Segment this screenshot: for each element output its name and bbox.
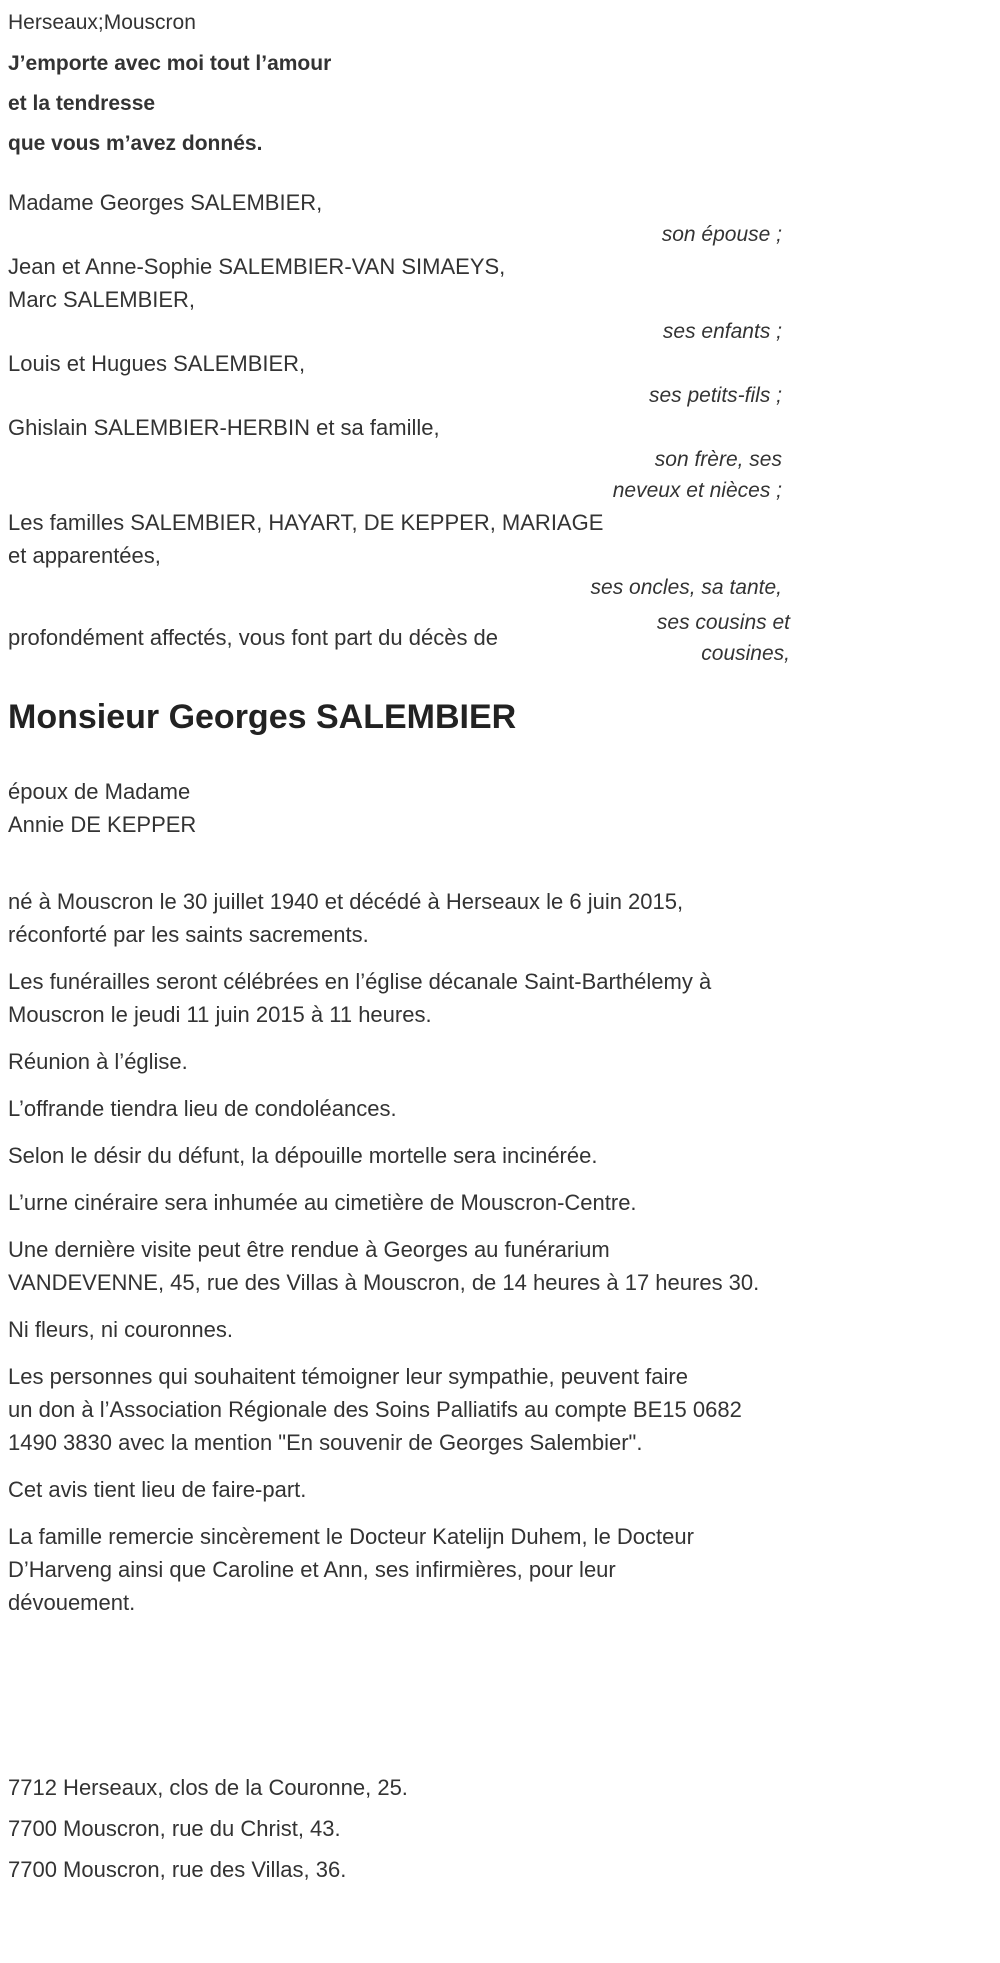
family-member-line: Louis et Hugues SALEMBIER, <box>8 351 306 376</box>
relationship-label: ses enfants ; <box>662 320 782 343</box>
family-member-line: et apparentées, <box>8 543 161 568</box>
paragraph-line: 1490 3830 avec la mention "En souvenir de Georges Salembier". <box>8 1430 643 1455</box>
paragraph-line: Mouscron le jeudi 11 juin 2015 à 11 heures. <box>8 1002 432 1027</box>
announcement-paragraph <box>8 1045 990 1078</box>
paragraph-line: Selon le désir du défunt, la dépouille mortelle sera incinérée. <box>8 1143 598 1168</box>
location-line: Herseaux;Mouscron <box>8 11 196 34</box>
announcement-paragraph <box>8 1313 990 1346</box>
closing-row <box>8 607 990 669</box>
paragraph-line: Ni fleurs, ni couronnes. <box>8 1317 233 1342</box>
spouse-line: époux de Madame <box>8 779 191 804</box>
paragraph-line: dévouement. <box>8 1590 136 1615</box>
paragraph-line: Les personnes qui souhaitent témoigner leur sympathie, peuvent faire <box>8 1364 688 1389</box>
paragraph-line: un don à l’Association Régionale des Soins Palliatifs au compte BE15 0682 <box>8 1397 742 1422</box>
epitaph-line: et la tendresse <box>8 92 156 115</box>
relationship-label: neveux et nièces ; <box>612 479 782 502</box>
family-member-line: Marc SALEMBIER, <box>8 287 196 312</box>
relationship-label: son frère, ses <box>654 448 782 471</box>
paragraph-line: réconforté par les saints sacrements. <box>8 922 369 947</box>
announcement-paragraph <box>8 1186 990 1219</box>
spouse-line: Annie DE KEPPER <box>8 812 197 837</box>
announcement-paragraph <box>8 1520 990 1619</box>
relationship-label: ses oncles, sa tante, <box>590 576 782 599</box>
announcement-paragraph <box>8 1473 990 1506</box>
family-member-line: Les familles SALEMBIER, HAYART, DE KEPPER, MARIAGE <box>8 510 604 535</box>
family-member-line: Jean et Anne-Sophie SALEMBIER-VAN SIMAEYS, <box>8 254 506 279</box>
announcement-paragraph <box>8 1092 990 1125</box>
announcement-paragraph <box>8 1233 990 1299</box>
deceased-name-title: Monsieur Georges SALEMBIER <box>8 698 517 736</box>
family-member-line: Madame Georges SALEMBIER, <box>8 190 323 215</box>
epitaph-line: J’emporte avec moi tout l’amour <box>8 52 332 75</box>
announcement-paragraph <box>8 1360 990 1459</box>
paragraph-line: né à Mouscron le 30 juillet 1940 et décédé à Herseaux le 6 juin 2015, <box>8 889 684 914</box>
paragraph-line: Réunion à l’église. <box>8 1049 188 1074</box>
relationship-label: cousines, <box>701 642 790 665</box>
paragraph-line: Une dernière visite peut être rendue à Georges au funérarium <box>8 1237 610 1262</box>
address-line: 7700 Mouscron, rue du Christ, 43. <box>8 1816 341 1841</box>
relationship-label: ses petits-fils ; <box>648 384 782 407</box>
paragraph-line: Cet avis tient lieu de faire-part. <box>8 1477 307 1502</box>
announcement-paragraph <box>8 885 990 951</box>
family-member-line: Ghislain SALEMBIER-HERBIN et sa famille, <box>8 415 440 440</box>
address-line: 7700 Mouscron, rue des Villas, 36. <box>8 1857 347 1882</box>
epitaph-line: que vous m’avez donnés. <box>8 132 263 155</box>
relationship-label: son épouse ; <box>661 223 782 246</box>
epitaph <box>8 44 990 164</box>
announcement-paragraph <box>8 965 990 1031</box>
relationship-label: ses cousins et <box>656 611 790 634</box>
closing-statement: profondément affectés, vous font part du décès de <box>8 625 499 650</box>
paragraph-line: VANDEVENNE, 45, rue des Villas à Mouscron, de 14 heures à 17 heures 30. <box>8 1270 760 1295</box>
addresses-section <box>8 1767 990 1890</box>
address-line: 7712 Herseaux, clos de la Couronne, 25. <box>8 1775 408 1800</box>
paragraph-line: Les funérailles seront célébrées en l’église décanale Saint-Barthélemy à <box>8 969 712 994</box>
family-section <box>8 186 990 669</box>
announcement-paragraph <box>8 1139 990 1172</box>
paragraph-line: D’Harveng ainsi que Caroline et Ann, ses infirmières, pour leur <box>8 1557 616 1582</box>
relationship-label-group <box>498 607 990 669</box>
paragraph-line: La famille remercie sincèrement le Docteur Katelijn Duhem, le Docteur <box>8 1524 694 1549</box>
announcement-body <box>8 885 990 1619</box>
spouse-section <box>8 775 990 841</box>
paragraph-line: L’offrande tiendra lieu de condoléances. <box>8 1096 397 1121</box>
paragraph-line: L’urne cinéraire sera inhumée au cimetière de Mouscron-Centre. <box>8 1190 637 1215</box>
